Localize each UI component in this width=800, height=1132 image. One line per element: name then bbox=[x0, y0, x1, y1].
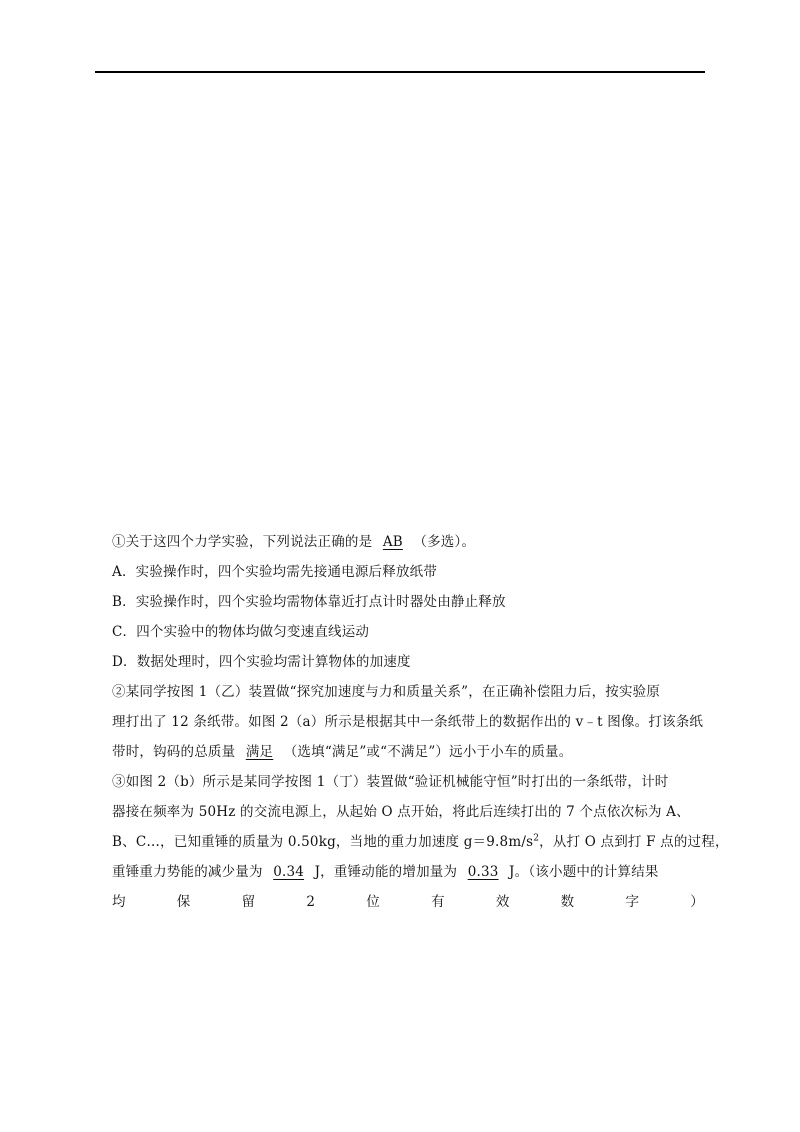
q3-line-3 bbox=[112, 827, 729, 857]
q3-line-1: ③如图 2（b）所示是某同学按图 1（丁）装置做“验证机械能守恒”时打出的一条纸带，计时 bbox=[112, 774, 669, 790]
q3-word: 均 bbox=[112, 894, 126, 910]
q3-line-5 bbox=[112, 887, 704, 917]
q1-stem-suffix: （多选）。 bbox=[413, 534, 476, 550]
q2-line-3-suffix: （选填“满足”或“不满足”）远小于小车的质量。 bbox=[283, 744, 573, 760]
q3-word: 数 bbox=[560, 894, 575, 910]
q1-answer: AB bbox=[382, 534, 403, 550]
q2-answer: 满足 bbox=[245, 744, 274, 760]
q3-line-4-mid: J，重锤动能的增加量为 bbox=[314, 864, 458, 880]
q3-word: 效 bbox=[495, 894, 510, 910]
q3-word: 有 bbox=[431, 894, 445, 910]
q3-line-2: 器接在频率为 50Hz 的交流电源上，从起始 O 点开始，将此后连续打出的 7 个点依次标为 A、 bbox=[112, 804, 690, 820]
q3-line-4-suffix: J。（该小题中的计算结果 bbox=[509, 864, 659, 880]
q2-line-2: 理打出了 12 条纸带。如图 2（a）所示是根据其中一条纸带上的数据作出的 v﹣t 图像。打该条纸 bbox=[112, 714, 704, 730]
q1-option-d: D．数据处理时，四个实验均需计算物体的加速度 bbox=[112, 654, 411, 670]
q1-stem-text: ①关于这四个力学实验，下列说法正确的是 bbox=[112, 534, 373, 550]
q3-line-3-text: B、C…，已知重锤的质量为 0.50kg，当地的重力加速度 g＝9.8m/s bbox=[112, 834, 534, 850]
q3-answer-ep: 0.34 bbox=[273, 864, 305, 880]
q3-word: ） bbox=[690, 894, 704, 910]
q3-word: 保 bbox=[176, 894, 191, 910]
q1-option-c: C．四个实验中的物体均做匀变速直线运动 bbox=[112, 624, 370, 640]
q3-word: 2 bbox=[306, 894, 316, 910]
q3-exponent: 2 bbox=[533, 833, 540, 844]
q3-line-4-text: 重锤重力势能的减少量为 bbox=[112, 864, 263, 880]
q1-stem bbox=[112, 527, 704, 557]
q3-answer-ek: 0.33 bbox=[467, 864, 499, 880]
question-body bbox=[112, 527, 729, 917]
q2-line-3-text: 带时，钩码的总质量 bbox=[112, 744, 236, 760]
q3-line-4 bbox=[112, 857, 704, 887]
q2-line-1: ②某同学按图 1（乙）装置做“探究加速度与力和质量关系”，在正确补偿阻力后，按实验原 bbox=[112, 684, 661, 700]
q3-word: 留 bbox=[241, 894, 256, 910]
header-rule bbox=[95, 71, 705, 73]
q2-line-3 bbox=[112, 737, 704, 767]
q1-option-b: B．实验操作时，四个实验均需物体靠近打点计时器处由静止释放 bbox=[112, 594, 506, 610]
q3-line-3-suffix: ，从打 O 点到打 F 点的过程， bbox=[539, 834, 729, 850]
q3-word: 位 bbox=[366, 894, 380, 910]
q1-option-a: A．实验操作时，四个实验均需先接通电源后释放纸带 bbox=[112, 564, 438, 580]
q3-word: 字 bbox=[625, 894, 640, 910]
